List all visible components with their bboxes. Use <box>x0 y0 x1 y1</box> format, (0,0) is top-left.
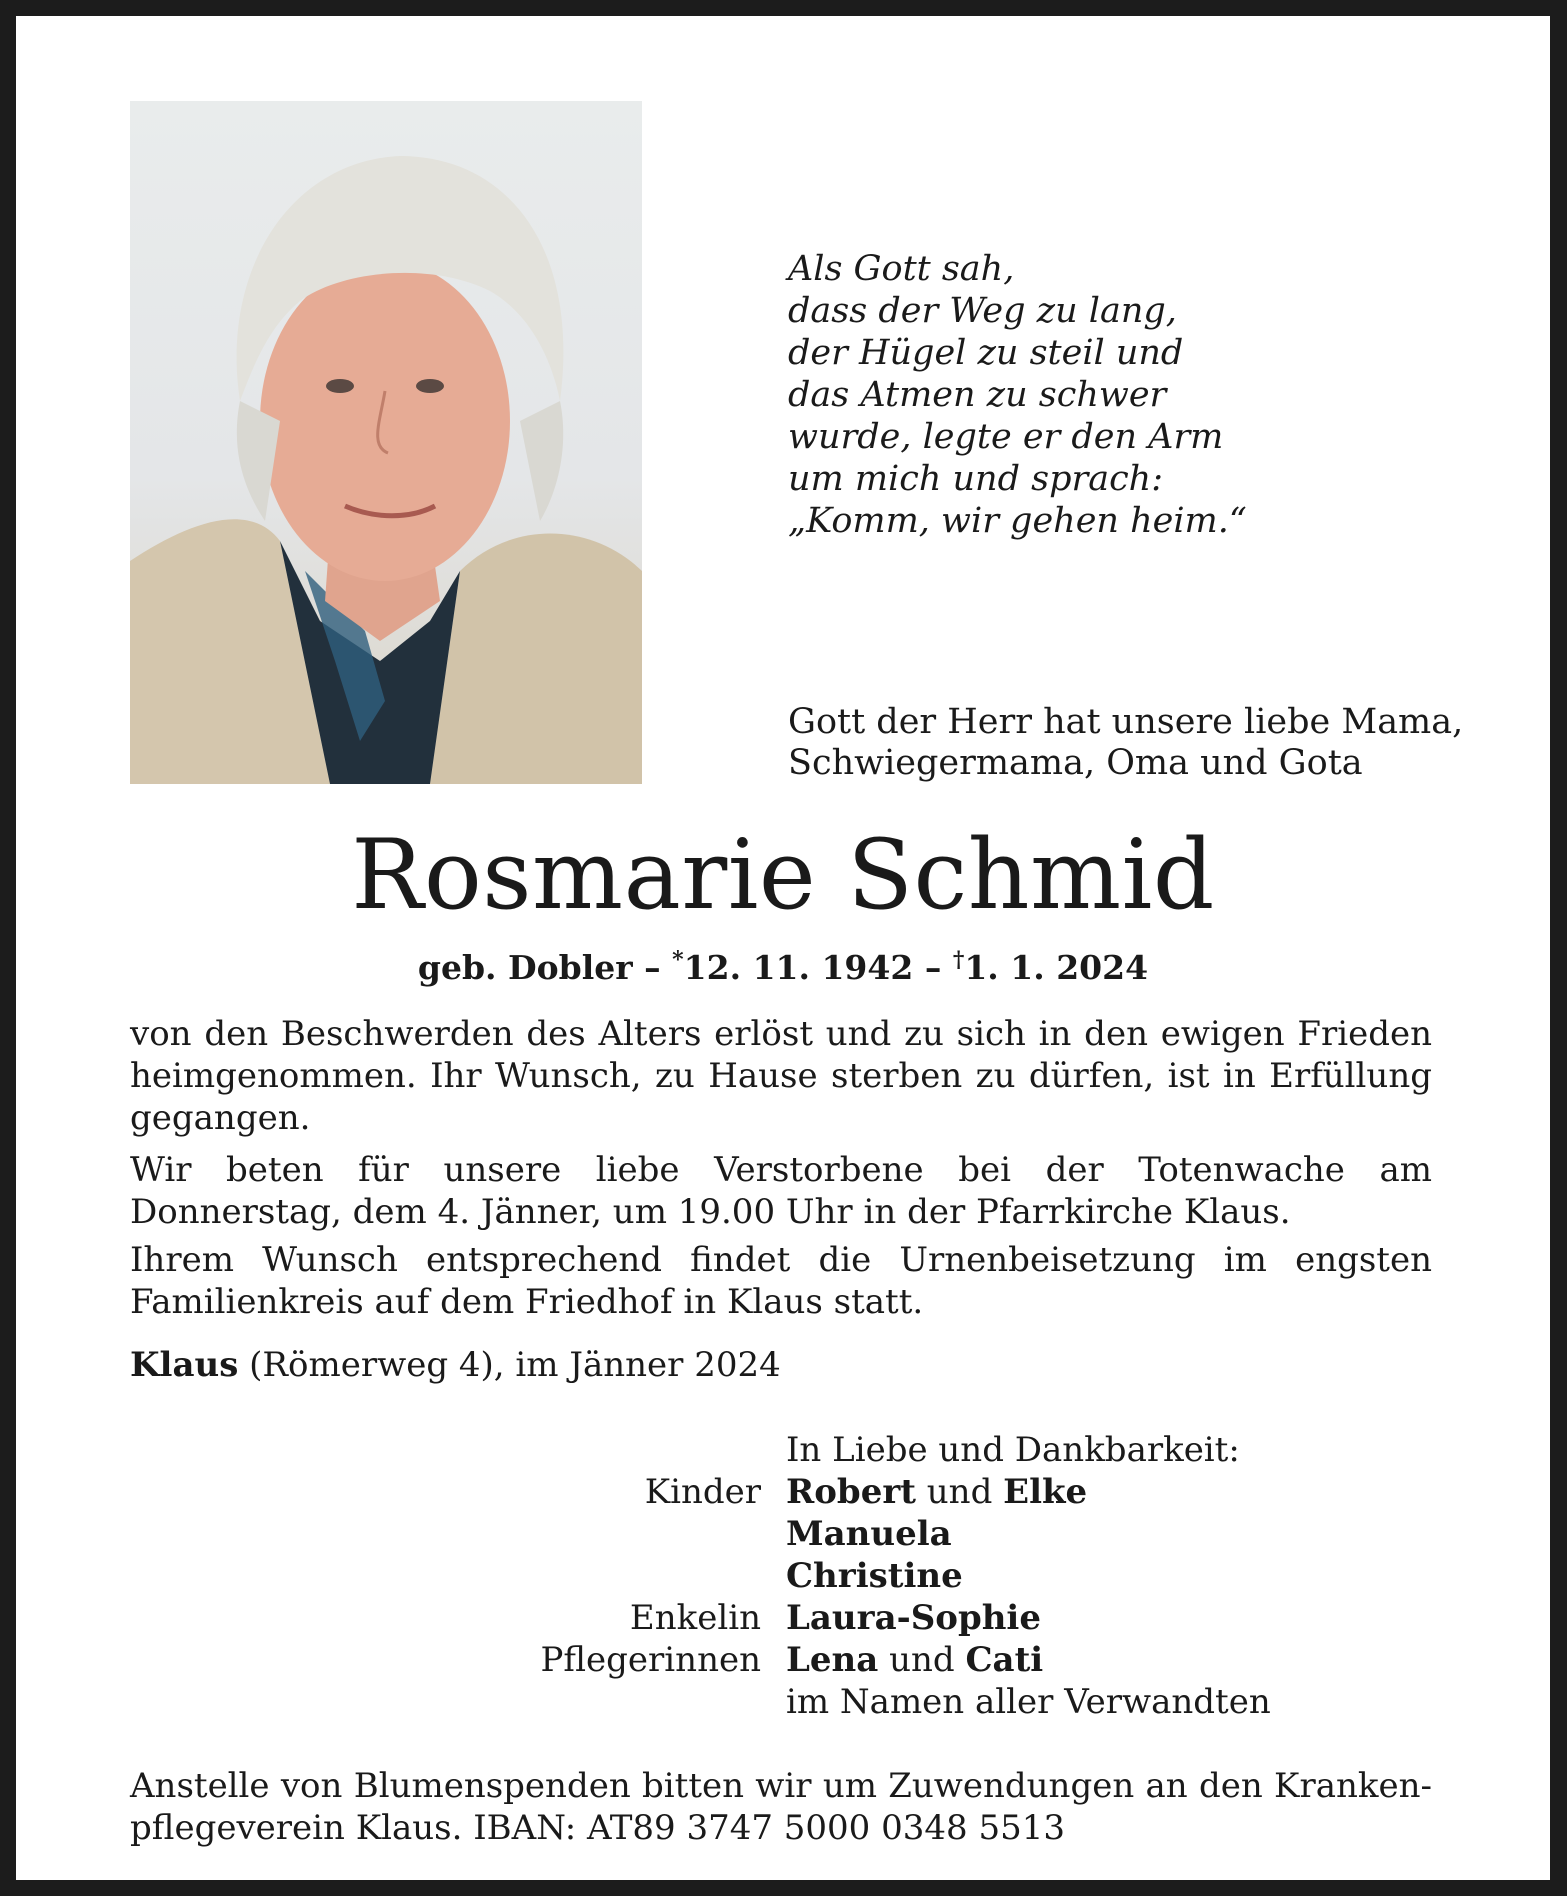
poem <box>788 248 1248 542</box>
body-paragraph: Wir beten für unsere liebe Verstorbene bei der Totenwache am Donnerstag, dem 4. Jänner, um 19.00 Uhr in der Pfarrkirche Klaus. <box>130 1150 1432 1232</box>
mourners-list <box>16 1471 1550 1681</box>
mourner-row <box>16 1639 1550 1681</box>
dash: – <box>644 948 661 987</box>
poem-line: der Hügel zu steil und <box>788 333 1184 373</box>
donation-line: Anstelle von Blumenspenden bitten wir um Zuwendungen an den Kranken- <box>130 1766 1432 1806</box>
mourner-row <box>16 1471 1550 1513</box>
mourner-role: Kinder <box>644 1472 761 1512</box>
mourner-name: Christine <box>786 1556 963 1596</box>
announcement-body <box>130 1013 1432 1333</box>
poem-line: „Komm, wir gehen heim.“ <box>788 501 1247 541</box>
mourner-name: Cati <box>965 1640 1044 1680</box>
place-date <box>130 1344 781 1386</box>
dash: – <box>924 948 942 987</box>
mourner-name: Manuela <box>786 1514 952 1554</box>
mourner-name: Laura-Sophie <box>786 1598 1041 1638</box>
intro-line: Schwiegermama, Oma und Gota <box>788 743 1363 783</box>
life-dates <box>16 940 1550 988</box>
intro-line: Gott der Herr hat unsere liebe Mama, <box>788 702 1464 742</box>
mourner-row <box>16 1597 1550 1639</box>
mourner-role: Pflegerinnen <box>540 1640 761 1680</box>
death-date: 1. 1. 2024 <box>964 948 1149 987</box>
body-paragraph: Ihrem Wunsch entsprechend findet die Urnenbeisetzung im engsten Familienkreis auf dem Friedhof in Klaus statt. <box>130 1240 1432 1322</box>
relatives-line: im Namen aller Verwandten <box>786 1682 1271 1722</box>
birth-date: 12. 11. 1942 <box>683 948 914 987</box>
mourner-name: Lena <box>786 1640 879 1680</box>
mourner-name: Elke <box>1003 1472 1088 1512</box>
birth-name: geb. Dobler <box>417 948 633 987</box>
mourner-row <box>16 1513 1550 1555</box>
place-town: Klaus <box>130 1345 239 1385</box>
mourner-join: und <box>915 1472 1004 1512</box>
place-rest: (Römerweg 4), im Jänner 2024 <box>238 1345 781 1385</box>
mourner-row <box>16 1555 1550 1597</box>
thanks-line: In Liebe und Dankbarkeit: <box>786 1430 1240 1470</box>
portrait-photo <box>130 101 642 784</box>
poem-line: wurde, legte er den Arm <box>788 417 1224 457</box>
body-paragraph: von den Beschwerden des Alters erlöst und zu sich in den ewigen Frieden heimgenommen. Ihr Wunsch, zu Hause sterben zu dürfen, ist in Erfüllung gegangen. <box>130 1014 1432 1138</box>
poem-line: um mich und sprach: <box>788 459 1164 499</box>
poem-line: das Atmen zu schwer <box>788 375 1167 415</box>
intro-text <box>788 702 1488 784</box>
birth-symbol: * <box>672 947 684 973</box>
mourner-join: und <box>878 1640 966 1680</box>
death-symbol: † <box>952 947 965 973</box>
poem-line: dass der Weg zu lang, <box>788 291 1177 331</box>
mourner-role: Enkelin <box>629 1598 761 1638</box>
portrait-illustration <box>130 101 642 784</box>
deceased-name: Rosmarie Schmid <box>351 819 1215 931</box>
donation-note <box>130 1765 1432 1849</box>
donation-line: pflegeverein Klaus. IBAN: AT89 3747 5000 0348 5513 <box>130 1808 1065 1848</box>
mourner-name: Robert <box>786 1472 916 1512</box>
poem-line: Als Gott sah, <box>788 249 1015 289</box>
obituary-page <box>16 16 1550 1880</box>
